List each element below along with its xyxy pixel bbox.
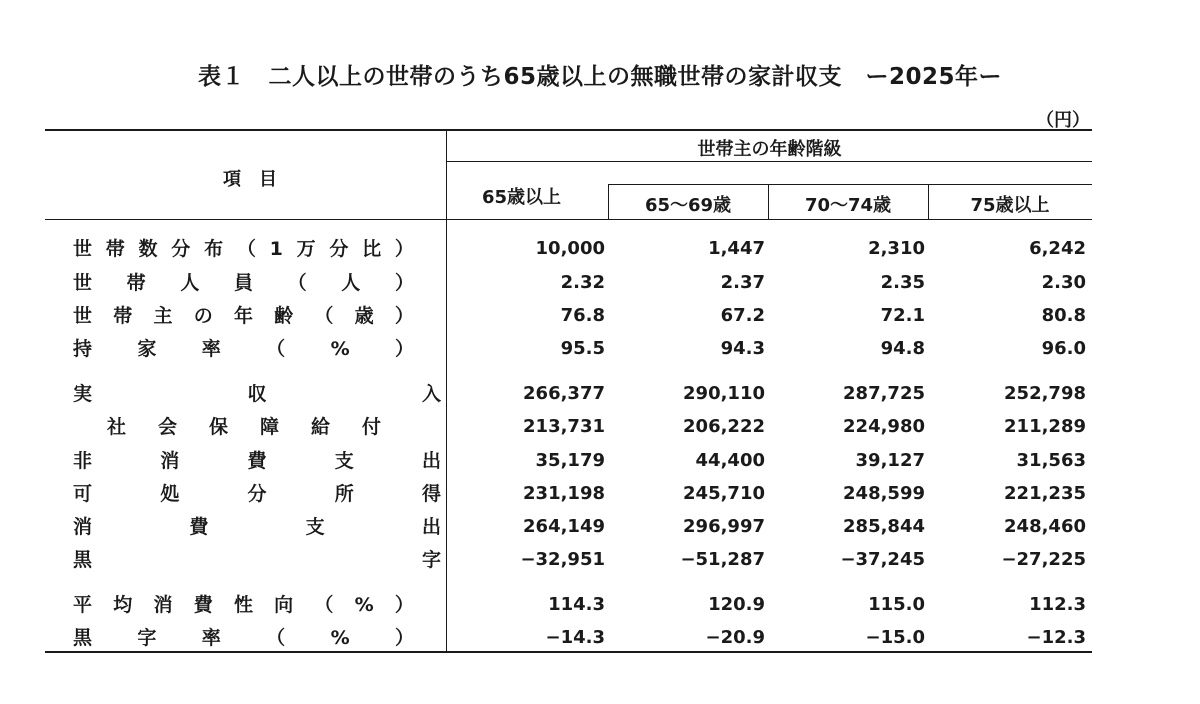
table-row <box>45 233 1092 265</box>
table-row <box>45 544 1092 576</box>
table-row <box>45 333 1092 365</box>
header-bottom-rule <box>45 219 1092 220</box>
value-cell: 252,798 <box>1004 383 1086 404</box>
age-group-header: 世帯主の年齢階級 <box>697 139 842 160</box>
row-label: 消 費 支 出 <box>73 516 441 538</box>
row-label: 黒 字 <box>73 549 441 571</box>
value-cell: 112.3 <box>1029 594 1086 615</box>
table-title: 表１ 二人以上の世帯のうち65歳以上の無職世帯の家計収支 ー2025年ー <box>197 64 1003 90</box>
value-cell: 206,222 <box>683 416 765 437</box>
value-cell: 39,127 <box>855 450 925 471</box>
value-cell: 248,460 <box>1004 516 1086 537</box>
value-cell: 211,289 <box>1004 416 1086 437</box>
column-header-65-plus: 65歳以上 <box>482 187 562 208</box>
value-cell: 2.32 <box>560 272 605 293</box>
value-cell: 67.2 <box>720 305 765 326</box>
value-cell: 114.3 <box>548 594 605 615</box>
value-cell: 72.1 <box>880 305 925 326</box>
table-row <box>45 622 1092 654</box>
value-cell: 296,997 <box>683 516 765 537</box>
row-label: 平 均 消 費 性 向 （ % ） <box>73 594 414 616</box>
value-cell: −15.0 <box>865 627 925 648</box>
table-row <box>45 300 1092 332</box>
value-cell: 213,731 <box>523 416 605 437</box>
value-cell: −12.3 <box>1026 627 1086 648</box>
value-cell: 221,235 <box>1004 483 1086 504</box>
row-label: 非 消 費 支 出 <box>73 450 441 472</box>
column-header-65-69: 65～69歳 <box>644 195 732 216</box>
value-cell: 94.8 <box>880 338 925 359</box>
value-cell: −37,245 <box>840 549 925 570</box>
value-cell: 2.35 <box>880 272 925 293</box>
table-row <box>45 445 1092 477</box>
value-cell: 31,563 <box>1016 450 1086 471</box>
value-cell: −32,951 <box>520 549 605 570</box>
value-cell: 2.37 <box>720 272 765 293</box>
row-label: 持 家 率 （ % ） <box>73 338 414 360</box>
row-label: 黒 字 率 （ % ） <box>73 627 414 649</box>
table-row <box>45 511 1092 543</box>
table-row <box>45 411 1092 443</box>
value-cell: 120.9 <box>708 594 765 615</box>
value-cell: 6,242 <box>1029 238 1086 259</box>
value-cell: 44,400 <box>695 450 765 471</box>
value-cell: 94.3 <box>720 338 765 359</box>
value-cell: 285,844 <box>843 516 925 537</box>
group-header-rule <box>447 161 1092 162</box>
row-label: 可 処 分 所 得 <box>73 483 441 505</box>
value-cell: −27,225 <box>1001 549 1086 570</box>
value-cell: 96.0 <box>1041 338 1086 359</box>
table-row <box>45 378 1092 410</box>
value-cell: 35,179 <box>535 450 605 471</box>
value-cell: 115.0 <box>868 594 925 615</box>
value-cell: 266,377 <box>523 383 605 404</box>
value-cell: 248,599 <box>843 483 925 504</box>
value-cell: 10,000 <box>535 238 605 259</box>
row-label: 世 帯 数 分 布 （ 1 万 分 比 ） <box>73 238 414 260</box>
subcolumn-top-rule <box>608 184 1092 185</box>
value-cell: 264,149 <box>523 516 605 537</box>
row-label: 世 帯 人 員 （ 人 ） <box>73 272 414 294</box>
value-cell: 2,310 <box>868 238 925 259</box>
table-row <box>45 589 1092 621</box>
table-row <box>45 478 1092 510</box>
value-cell: −51,287 <box>680 549 765 570</box>
value-cell: 224,980 <box>843 416 925 437</box>
table-row <box>45 267 1092 299</box>
value-cell: 231,198 <box>523 483 605 504</box>
value-cell: −20.9 <box>705 627 765 648</box>
value-cell: 245,710 <box>683 483 765 504</box>
value-cell: 1,447 <box>708 238 765 259</box>
value-cell: 2.30 <box>1041 272 1086 293</box>
column-header-75-plus: 75歳以上 <box>970 195 1050 216</box>
value-cell: 290,110 <box>683 383 765 404</box>
column-header-70-74: 70～74歳 <box>804 195 892 216</box>
value-cell: 76.8 <box>560 305 605 326</box>
unit-label: （円） <box>1036 110 1090 131</box>
table-top-rule <box>45 129 1092 131</box>
value-cell: −14.3 <box>545 627 605 648</box>
item-header: 項 目 <box>223 169 277 190</box>
value-cell: 95.5 <box>560 338 605 359</box>
value-cell: 80.8 <box>1041 305 1086 326</box>
value-cell: 287,725 <box>843 383 925 404</box>
household-budget-table <box>45 129 1092 653</box>
row-label: 世 帯 主 の 年 齢 （ 歳 ） <box>73 305 414 327</box>
row-label: 社 会 保 障 給 付 <box>107 416 381 438</box>
row-label: 実 収 入 <box>73 383 441 405</box>
